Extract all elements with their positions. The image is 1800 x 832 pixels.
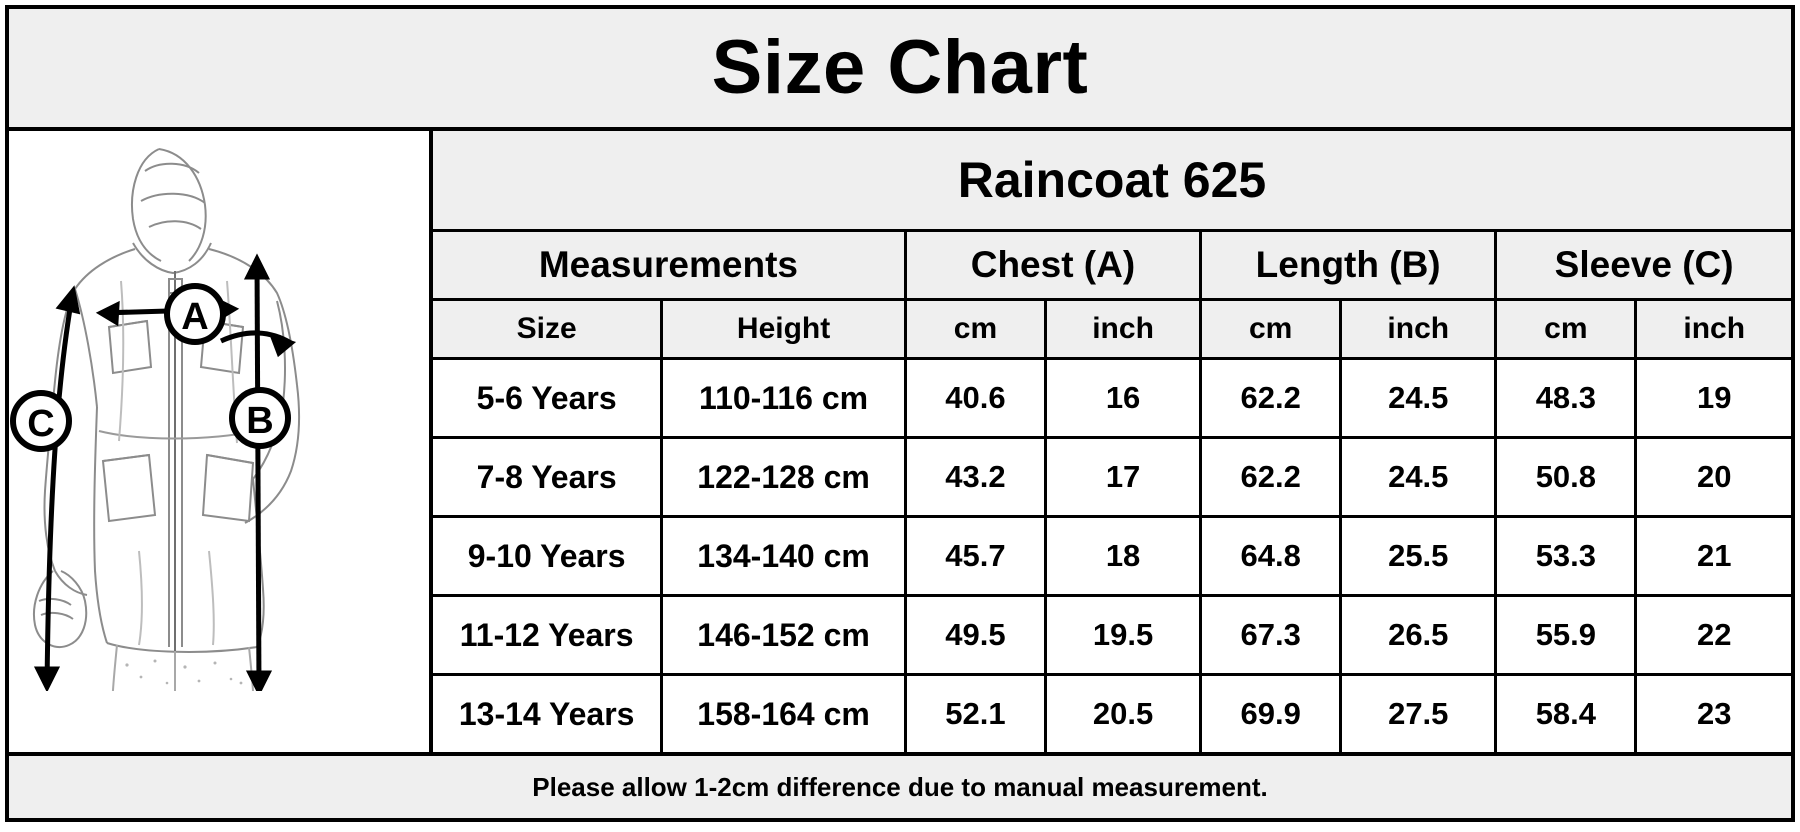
cell-sleeve-inch: 21 — [1636, 517, 1791, 596]
marker-b — [232, 390, 288, 446]
marker-b-label: B — [246, 400, 274, 442]
cell-height: 122-128 cm — [662, 438, 906, 517]
product-name: Raincoat 625 — [957, 152, 1267, 208]
cell-chest-cm: 43.2 — [905, 438, 1045, 517]
table-row — [433, 675, 1791, 752]
cell-sleeve-cm: 50.8 — [1496, 438, 1636, 517]
group-header-measurements: Measurements — [433, 232, 905, 300]
marker-a-label: A — [181, 296, 209, 338]
cell-length-cm: 67.3 — [1201, 596, 1341, 675]
sub-header-length-cm: cm — [1201, 300, 1341, 359]
cell-height: 110-116 cm — [662, 359, 906, 438]
cell-chest-inch: 18 — [1046, 517, 1201, 596]
table-row — [433, 596, 1791, 675]
table-group-header-row — [433, 232, 1791, 300]
table-sub-header-row — [433, 300, 1791, 359]
group-header-length: Length (B) — [1201, 232, 1496, 300]
sub-header-height: Height — [662, 300, 906, 359]
cell-sleeve-inch: 19 — [1636, 359, 1791, 438]
cell-height: 146-152 cm — [662, 596, 906, 675]
footer-note-bar — [9, 752, 1791, 818]
cell-length-cm: 69.9 — [1201, 675, 1341, 752]
cell-chest-cm: 45.7 — [905, 517, 1045, 596]
size-table — [433, 232, 1791, 752]
sub-header-sleeve-cm: cm — [1496, 300, 1636, 359]
table-row — [433, 517, 1791, 596]
cell-height: 158-164 cm — [662, 675, 906, 752]
cell-length-inch: 24.5 — [1341, 438, 1496, 517]
sub-header-chest-cm: cm — [905, 300, 1045, 359]
page-title: Size Chart — [711, 25, 1089, 110]
title-bar — [9, 9, 1791, 131]
cell-size: 11-12 Years — [433, 596, 662, 675]
cell-chest-inch: 17 — [1046, 438, 1201, 517]
chart-body — [9, 131, 1791, 752]
cell-length-inch: 24.5 — [1341, 359, 1496, 438]
sub-header-chest-inch: inch — [1046, 300, 1201, 359]
group-header-sleeve: Sleeve (C) — [1496, 232, 1791, 300]
sub-header-length-inch: inch — [1341, 300, 1496, 359]
marker-a — [167, 286, 223, 342]
cell-sleeve-cm: 53.3 — [1496, 517, 1636, 596]
garment-illustration — [9, 131, 433, 752]
cell-chest-inch: 19.5 — [1046, 596, 1201, 675]
measurement-disclaimer: Please allow 1-2cm difference due to manual measurement. — [532, 771, 1268, 802]
cell-length-inch: 26.5 — [1341, 596, 1496, 675]
cell-chest-cm: 52.1 — [905, 675, 1045, 752]
marker-c-label: C — [27, 403, 55, 445]
product-title-bar — [433, 131, 1791, 232]
cell-size: 7-8 Years — [433, 438, 662, 517]
cell-chest-cm: 40.6 — [905, 359, 1045, 438]
cell-sleeve-inch: 20 — [1636, 438, 1791, 517]
cell-chest-inch: 16 — [1046, 359, 1201, 438]
cell-height: 134-140 cm — [662, 517, 906, 596]
cell-size: 9-10 Years — [433, 517, 662, 596]
cell-sleeve-inch: 23 — [1636, 675, 1791, 752]
cell-length-cm: 62.2 — [1201, 359, 1341, 438]
cell-size: 5-6 Years — [433, 359, 662, 438]
raincoat-figure-svg — [9, 131, 429, 691]
table-body — [433, 359, 1791, 753]
cell-sleeve-cm: 48.3 — [1496, 359, 1636, 438]
cell-length-inch: 27.5 — [1341, 675, 1496, 752]
cell-sleeve-inch: 22 — [1636, 596, 1791, 675]
measure-arrow-length — [248, 259, 268, 691]
size-chart-card — [5, 5, 1795, 822]
group-header-chest: Chest (A) — [905, 232, 1200, 300]
cell-chest-inch: 20.5 — [1046, 675, 1201, 752]
sub-header-sleeve-inch: inch — [1636, 300, 1791, 359]
cell-length-inch: 25.5 — [1341, 517, 1496, 596]
marker-c — [13, 393, 69, 449]
size-table-panel — [433, 131, 1791, 752]
table-row — [433, 438, 1791, 517]
table-row — [433, 359, 1791, 438]
sub-header-size: Size — [433, 300, 662, 359]
cell-sleeve-cm: 55.9 — [1496, 596, 1636, 675]
cell-length-cm: 64.8 — [1201, 517, 1341, 596]
cell-length-cm: 62.2 — [1201, 438, 1341, 517]
cell-sleeve-cm: 58.4 — [1496, 675, 1636, 752]
cell-size: 13-14 Years — [433, 675, 662, 752]
cell-chest-cm: 49.5 — [905, 596, 1045, 675]
